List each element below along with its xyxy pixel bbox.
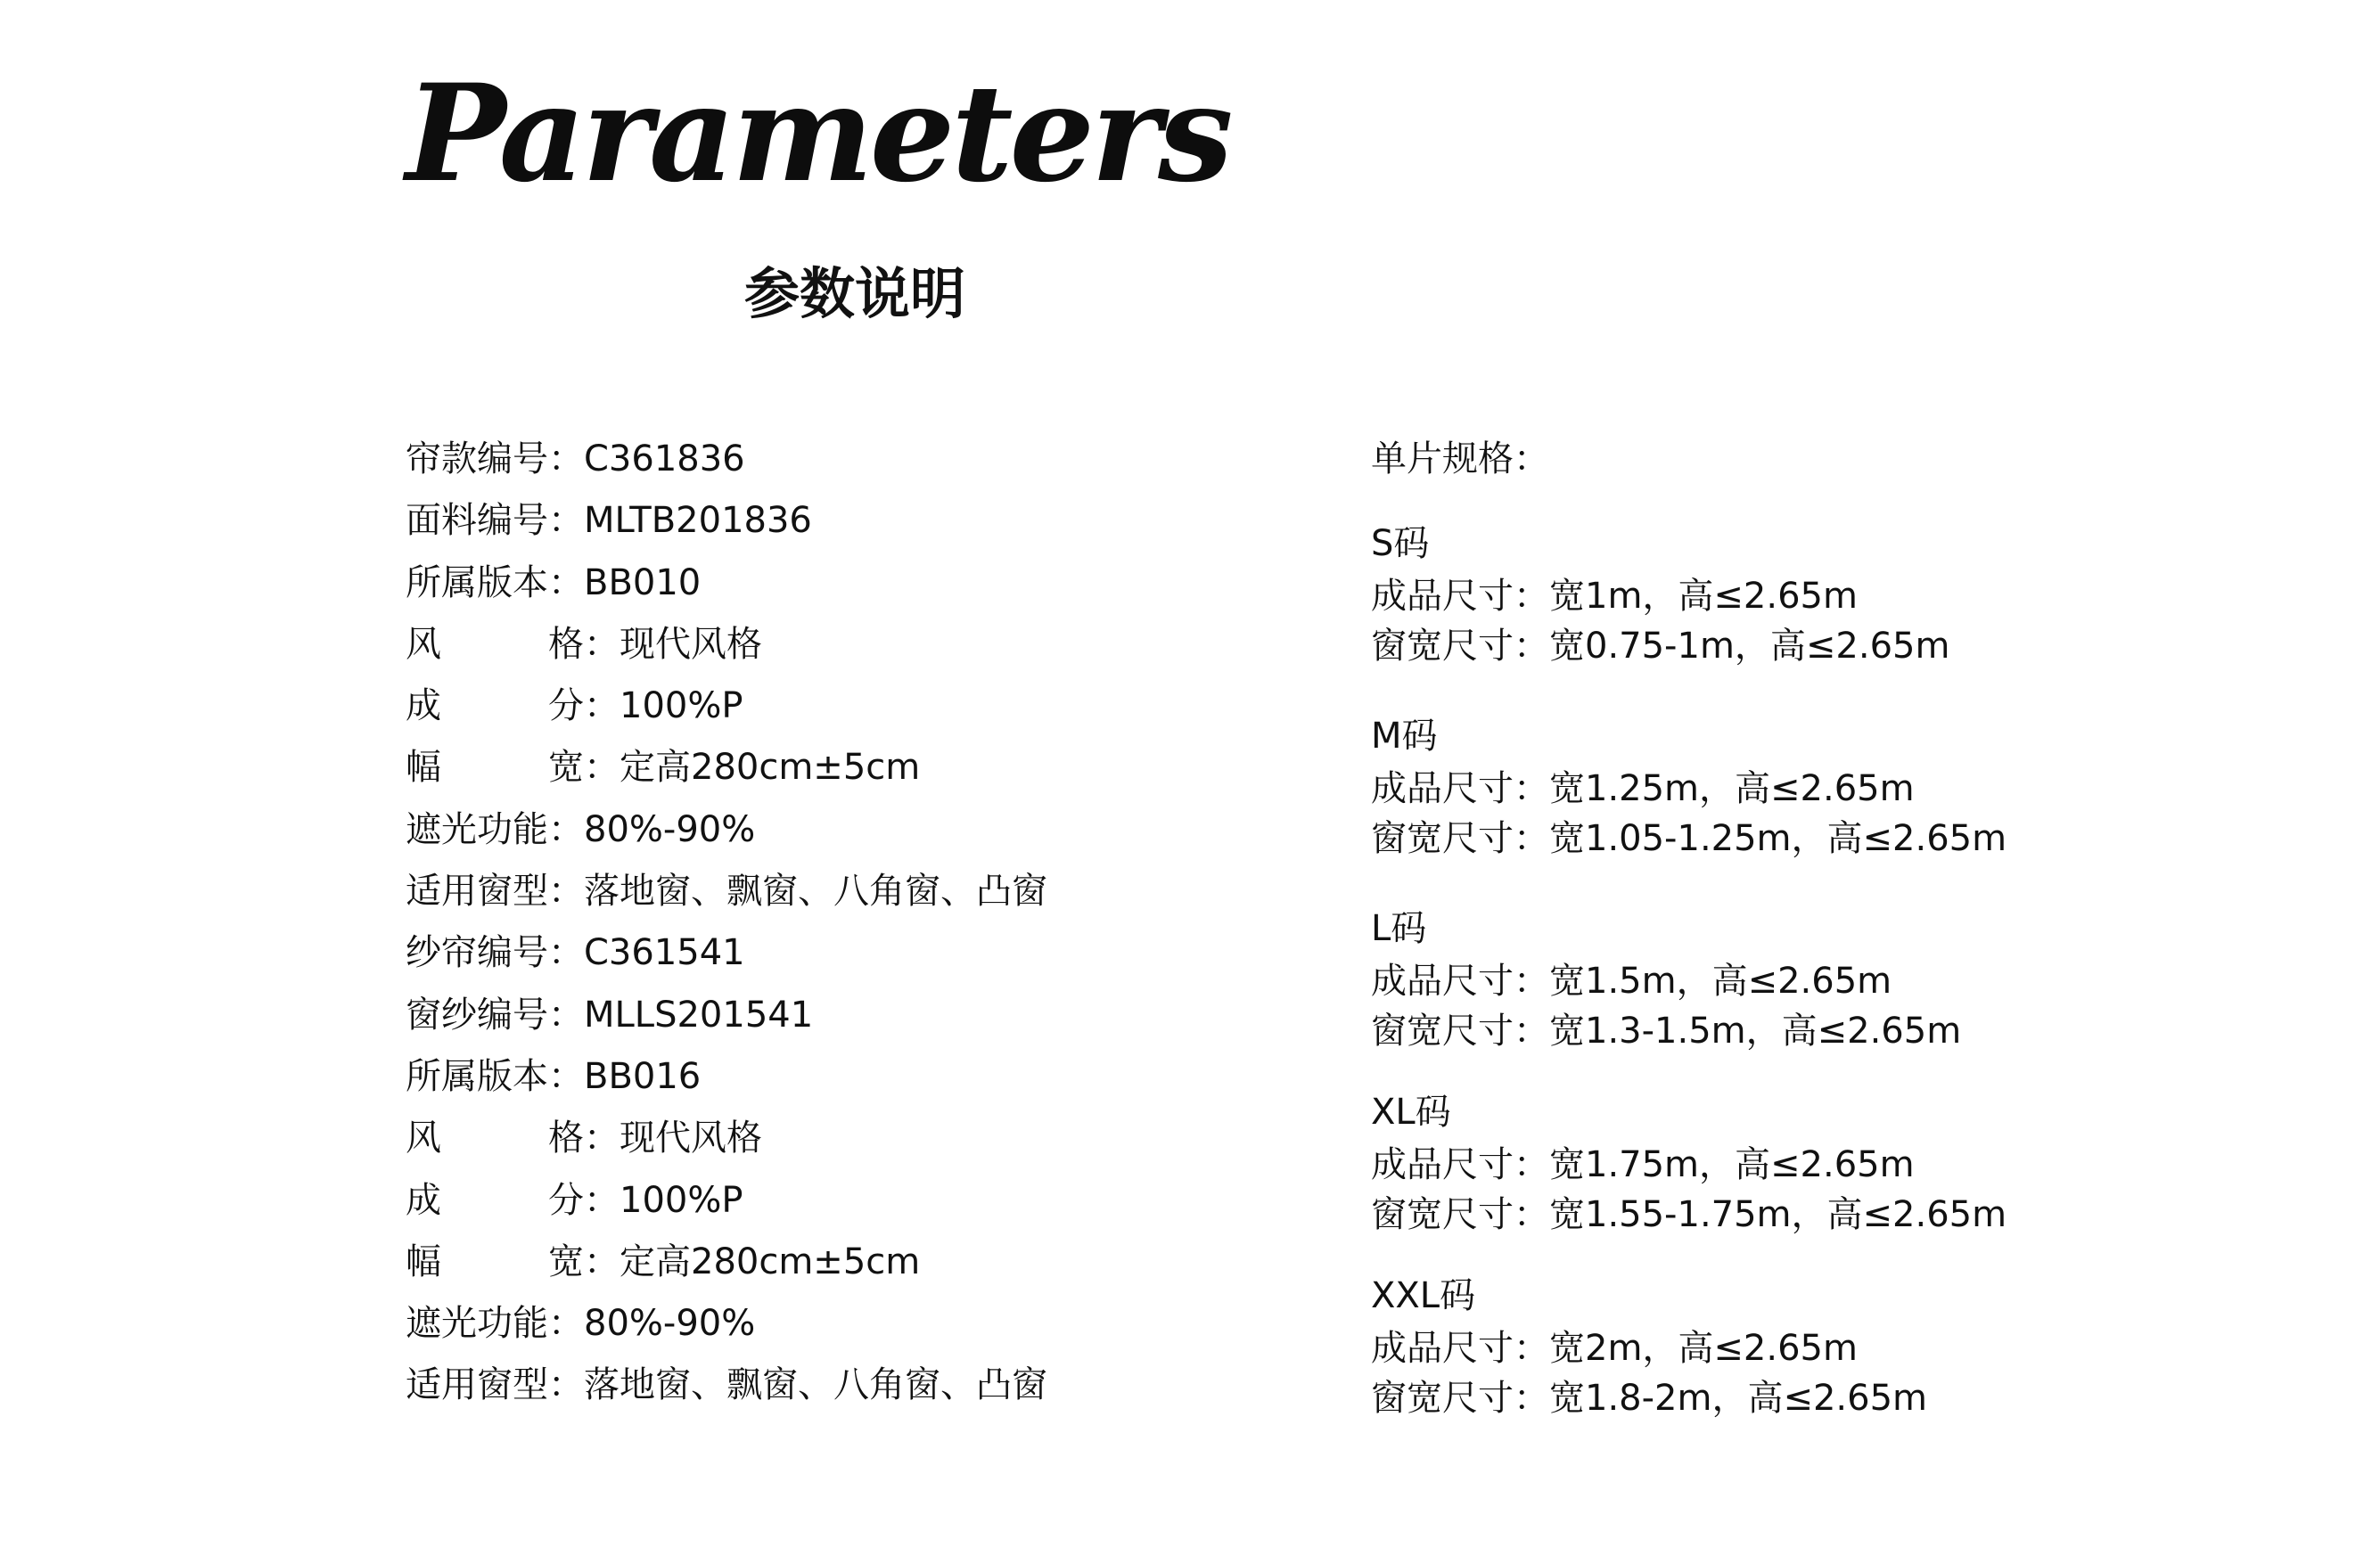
param-label-char: 分 [548, 1179, 584, 1221]
param-value: 落地窗、飘窗、八角窗、凸窗 [584, 871, 1047, 913]
param-separator: ： [584, 1179, 620, 1221]
size-group-xl [1371, 1085, 2351, 1240]
param-label [406, 1235, 584, 1297]
param-label-char: 风 [406, 1118, 441, 1159]
param-separator: ： [548, 808, 584, 850]
param-row [406, 1235, 1297, 1297]
size-spec-heading: 单片规格： [1371, 438, 1549, 479]
finished-size: 成品尺寸：宽1.5m，高≤2.65m [1371, 961, 1892, 1002]
param-value: C361836 [584, 438, 745, 479]
size-name: XL码 [1371, 1092, 1451, 1133]
param-label-char: 成 [406, 1179, 441, 1221]
param-label [406, 1174, 584, 1235]
finished-size: 成品尺寸：宽1m，高≤2.65m [1371, 576, 1858, 617]
size-spec-panel [1371, 432, 2351, 1423]
param-value: MLTB201836 [584, 500, 812, 542]
param-value: 80%-90% [584, 1303, 756, 1345]
param-row [406, 1297, 1297, 1358]
param-value: 定高280cm±5cm [620, 747, 921, 789]
param-value: 现代风格 [620, 1118, 762, 1159]
param-row [406, 988, 1297, 1050]
param-label: 纱帘编号 [406, 932, 548, 974]
size-group-m [1371, 708, 2351, 864]
param-row [406, 803, 1297, 864]
param-separator: ： [548, 994, 584, 1036]
param-value: 100%P [620, 1179, 743, 1221]
param-label-char: 格 [548, 1118, 584, 1159]
window-size: 窗宽尺寸：宽0.75-1m，高≤2.65m [1371, 626, 1950, 667]
param-value: MLLS201541 [584, 994, 814, 1036]
finished-size: 成品尺寸：宽1.75m，高≤2.65m [1371, 1144, 1915, 1185]
param-separator: ： [584, 1241, 620, 1282]
param-label [406, 618, 584, 679]
param-row [406, 1358, 1297, 1420]
param-separator: ： [548, 438, 584, 479]
param-row [406, 679, 1297, 741]
group-spacer [1371, 671, 2351, 708]
page-title: Parameters [406, 55, 1230, 212]
param-value: 现代风格 [620, 623, 762, 665]
param-label [406, 679, 584, 741]
param-value: C361541 [584, 932, 745, 974]
param-label-char: 幅 [406, 747, 441, 789]
param-separator: ： [548, 1303, 584, 1345]
param-label: 窗纱编号 [406, 994, 548, 1036]
window-size: 窗宽尺寸：宽1.05-1.25m，高≤2.65m [1371, 818, 2007, 859]
param-label-char: 风 [406, 623, 441, 665]
param-label: 所属版本 [406, 1055, 548, 1097]
param-value: 落地窗、飘窗、八角窗、凸窗 [584, 1364, 1047, 1406]
param-separator: ： [584, 747, 620, 789]
size-group-xxl [1371, 1268, 2351, 1423]
param-row [406, 494, 1297, 555]
size-name: L码 [1371, 908, 1427, 949]
page-subtitle: 参数说明 [744, 261, 966, 326]
param-value: 80%-90% [584, 808, 756, 850]
size-group-s [1371, 516, 2351, 671]
finished-size: 成品尺寸：宽2m，高≤2.65m [1371, 1328, 1858, 1369]
param-label: 遮光功能 [406, 1303, 548, 1345]
param-value: 100%P [620, 685, 743, 727]
param-value: BB016 [584, 1055, 702, 1097]
size-name: XXL码 [1371, 1275, 1476, 1316]
param-label: 帘款编号 [406, 438, 548, 479]
param-label-char: 宽 [548, 1241, 584, 1282]
param-separator: ： [548, 500, 584, 542]
param-label: 面料编号 [406, 500, 548, 542]
param-value: 定高280cm±5cm [620, 1241, 921, 1282]
curtain-parameters-list [406, 432, 1297, 1421]
window-size: 窗宽尺寸：宽1.8-2m，高≤2.65m [1371, 1378, 1928, 1419]
window-size: 窗宽尺寸：宽1.55-1.75m，高≤2.65m [1371, 1194, 2007, 1235]
param-row [406, 432, 1297, 494]
param-separator: ： [584, 623, 620, 665]
param-label: 适用窗型 [406, 871, 548, 913]
param-row [406, 1111, 1297, 1173]
group-spacer [1371, 864, 2351, 901]
param-row [406, 556, 1297, 618]
param-row [406, 1050, 1297, 1111]
size-group-l [1371, 901, 2351, 1056]
param-label [406, 741, 584, 802]
window-size: 窗宽尺寸：宽1.3-1.5m，高≤2.65m [1371, 1011, 1962, 1052]
param-separator: ： [548, 1364, 584, 1406]
group-spacer [1371, 1056, 2351, 1085]
size-name: S码 [1371, 523, 1430, 564]
size-name: M码 [1371, 716, 1438, 757]
group-spacer [1371, 1240, 2351, 1268]
param-label [406, 1111, 584, 1173]
param-separator: ： [584, 685, 620, 727]
param-label-char: 成 [406, 685, 441, 727]
finished-size: 成品尺寸：宽1.25m，高≤2.65m [1371, 768, 1915, 809]
param-separator: ： [584, 1118, 620, 1159]
param-label-char: 幅 [406, 1241, 441, 1282]
param-label: 适用窗型 [406, 1364, 548, 1406]
param-value: BB010 [584, 561, 702, 603]
param-label-char: 格 [548, 623, 584, 665]
param-label: 所属版本 [406, 561, 548, 603]
param-separator: ： [548, 871, 584, 913]
param-label-char: 宽 [548, 747, 584, 789]
param-row [406, 1174, 1297, 1235]
param-row [406, 864, 1297, 926]
param-row [406, 741, 1297, 802]
param-label-char: 分 [548, 685, 584, 727]
param-label: 遮光功能 [406, 808, 548, 850]
param-row [406, 618, 1297, 679]
param-separator: ： [548, 1055, 584, 1097]
param-row [406, 926, 1297, 987]
param-separator: ： [548, 561, 584, 603]
param-separator: ： [548, 932, 584, 974]
